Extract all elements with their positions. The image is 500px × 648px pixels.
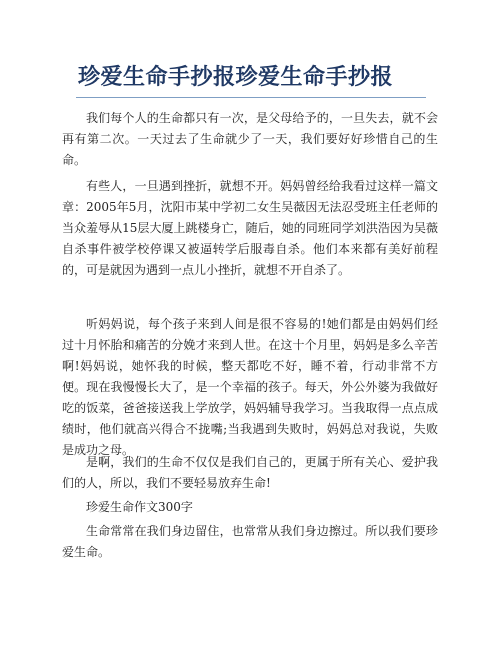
- essay-subheading: 珍爱生命作文300字: [86, 500, 193, 514]
- paragraph-mother: 听妈妈说，每个孩子来到人间是很不容易的!她们都是由妈妈们经过十月怀胎和痛苦的分娩才来到人世。在这十个月里，妈妈是多么辛苦啊!妈妈说，她怀我的时候，整天都吃不好，睡不着，行动非常不方便。现在我慢慢长大了，是一个幸福的孩子。每天，外公外婆为我做好吃的饭菜，爸爸接送我上学放学，妈妈辅导我学习。当我取得一点点成绩时，他们就高兴得合不拢嘴;当我遇到失败时，妈妈总对我说，失败是成功之母。: [62, 317, 438, 457]
- paragraph-closing: 生命常常在我们身边留住，也常常从我们身边擦过。所以我们要珍爱生命。: [62, 524, 438, 559]
- document-title: 珍爱生命手抄报珍爱生命手抄报: [78, 65, 394, 90]
- paragraph-intro: 我们每个人的生命都只有一次，是父母给予的，一旦失去，就不会再有第二次。一天过去了生命就少了一天，我们要好好珍惜自己的生命。: [62, 111, 438, 167]
- paragraph-story: 有些人，一旦遇到挫折，就想不开。妈妈曾经给我看过这样一篇文章：2005年5月，沈阳市某中学初二女生吴薇因无法忍受班主任老师的当众羞辱从15层大厦上跳楼身亡，随后，她的同班同学刘洪浩因为吴薇自杀事件被学校停课又被逼转学后服毒自杀。他们本来都有美好前程的，可是就因为遇到一点儿小挫折，就想不开自杀了。: [62, 179, 438, 277]
- paragraph-conclusion: 是啊，我们的生命不仅仅是我们自己的，更属于所有关心、爱护我们的人，所以，我们不要轻易放弃生命!: [62, 455, 438, 490]
- title-underline: [76, 97, 426, 98]
